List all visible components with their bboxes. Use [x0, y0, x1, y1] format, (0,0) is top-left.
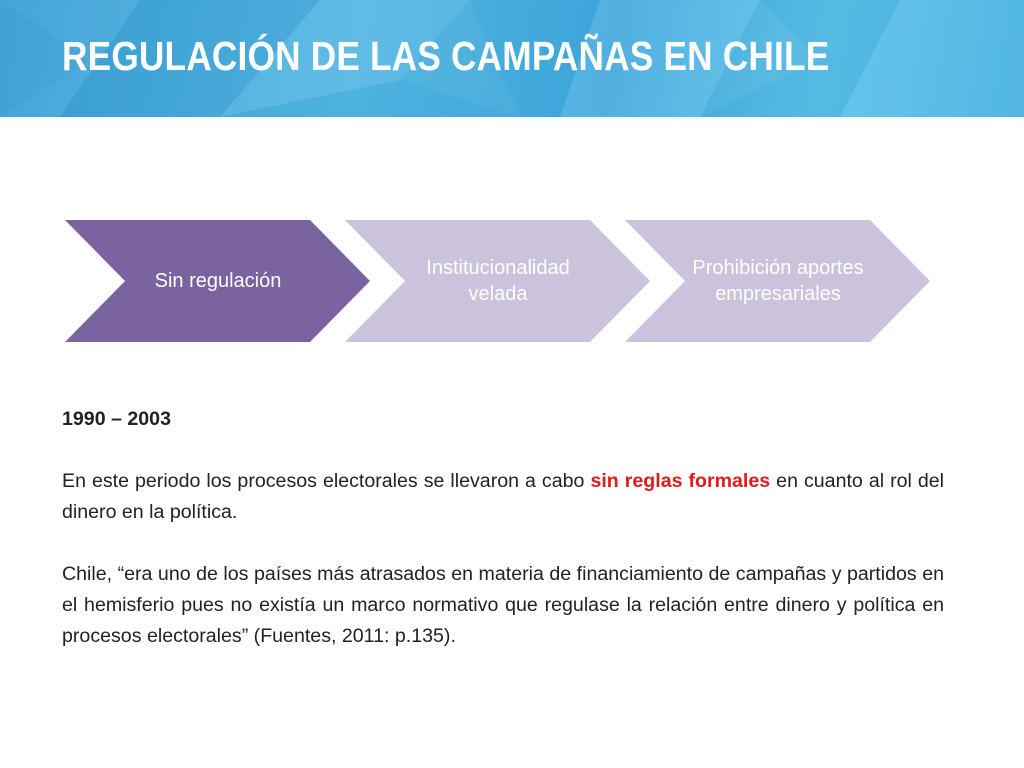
paragraph-intro-end: en cuanto al rol del dinero en la política.: [62, 470, 944, 523]
slide-title: REGULACIÓN DE LAS CAMPAÑAS EN CHILE: [62, 33, 830, 79]
paragraph-quote: Chile, “era uno de los países más atrasados en materia de financiamiento de campañas y partidos en el hemisferio pues no existía un marco normativo que regulase la relación entre dinero y política en procesos electorales” (Fuentes, 2011: p.135).: [62, 563, 944, 647]
slide-body: [62, 404, 944, 652]
period-heading: 1990 – 2003: [62, 408, 171, 430]
paragraph-intro-start: En este periodo los procesos electorales se llevaron a cabo: [62, 470, 591, 492]
highlight-text: sin reglas formales: [590, 470, 771, 492]
paragraph-intro: [62, 466, 944, 528]
process-step-1-label: Sin regulación: [154, 270, 282, 292]
process-step-2-label: Institucionalidad velada: [426, 257, 570, 305]
process-step-3-label: Prohibición aportes empresariales: [692, 257, 864, 305]
